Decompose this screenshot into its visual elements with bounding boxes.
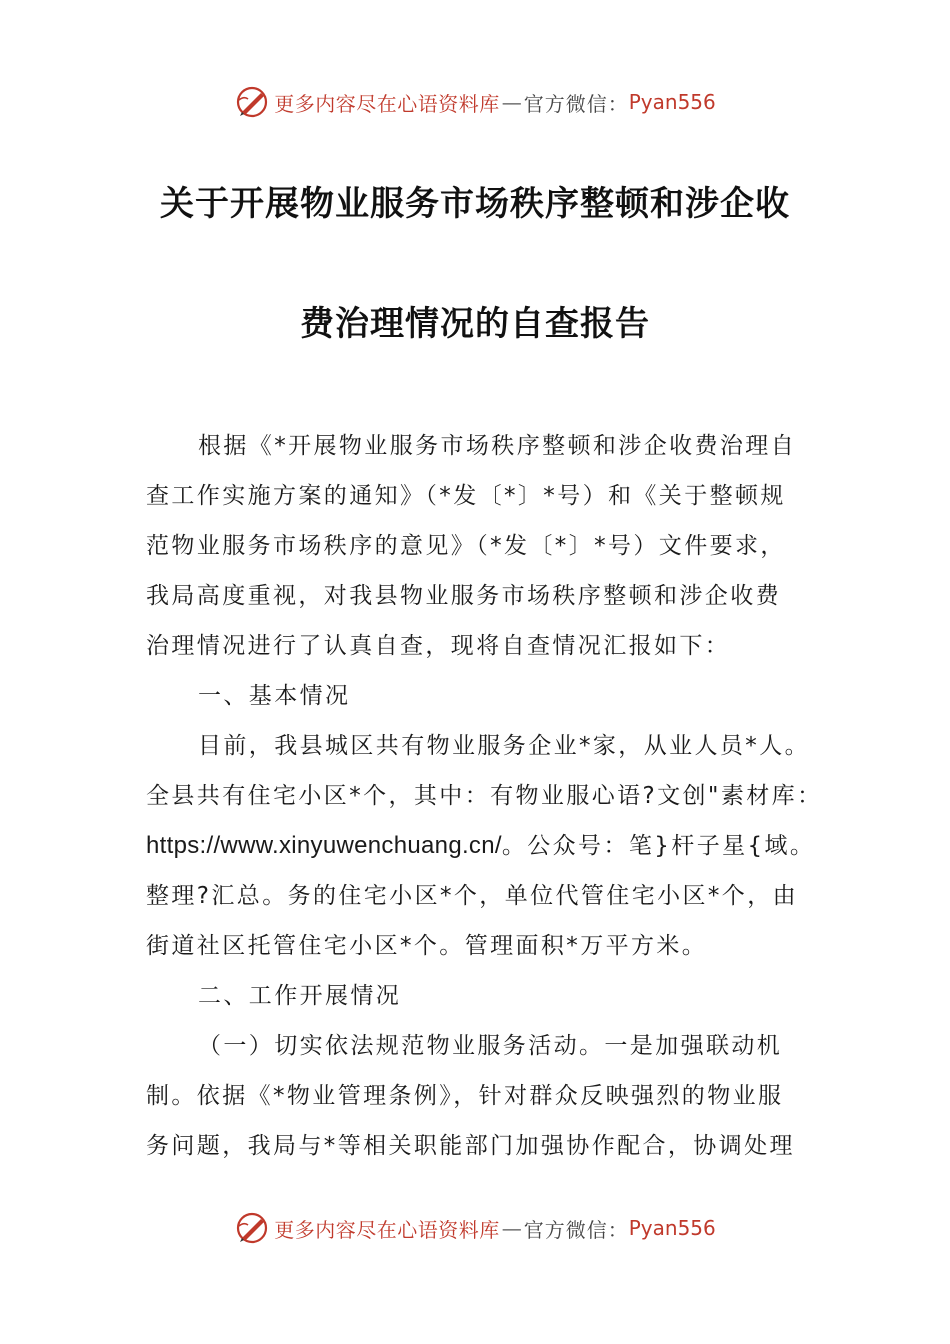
body-line: 制。依据《*物业管理条例》，针对群众反映强烈的物业服: [146, 1083, 784, 1109]
watermark-separator: —: [501, 90, 522, 114]
watermark-banner-top: [0, 82, 950, 122]
watermark-separator: —: [501, 1216, 522, 1240]
section-heading-work: 二、工作开展情况: [198, 983, 402, 1009]
body-line: 目前，我县城区共有物业服务企业*家，从业人员*人。: [198, 733, 810, 759]
body-line: 范物业服务市场秩序的意见》（*发〔*〕*号）文件要求，: [146, 533, 786, 559]
body-line: 根据《*开展物业服务市场秩序整顿和涉企收费治理自: [198, 433, 797, 459]
body-line: 全县共有住宅小区*个，其中：有物业服心语?文创"素材库：: [146, 783, 823, 809]
body-line: 我局高度重视，对我县物业服务市场秩序整顿和涉企收费: [146, 583, 781, 609]
watermark-main-text: 更多内容尽在心语资料库: [274, 91, 500, 116]
watermark-main-text: 更多内容尽在心语资料库: [274, 1217, 500, 1242]
body-line: 整理?汇总。务的住宅小区*个，单位代管住宅小区*个，由: [146, 883, 799, 909]
document-title-line-1: 关于开展物业服务市场秩序整顿和涉企收: [160, 184, 790, 224]
body-line-with-url: [146, 830, 815, 862]
section-heading-basic: 一、基本情况: [198, 683, 351, 709]
watermark-account: Pyan556: [628, 90, 716, 114]
body-line: 街道社区托管住宅小区*个。管理面积*万平方米。: [146, 933, 708, 959]
body-line-suffix: 。公众号：笔}杆子星{域。: [501, 833, 816, 859]
body-line: 治理情况进行了认真自查，现将自查情况汇报如下：: [146, 633, 731, 659]
body-line: 查工作实施方案的通知》（*发〔*〕*号）和《关于整顿规: [146, 483, 786, 509]
body-line: （一）切实依法规范物业服务活动。一是加强联动机: [198, 1033, 783, 1059]
body-line: 务问题，我局与*等相关职能部门加强协作配合，协调处理: [146, 1133, 795, 1159]
document-title-line-2: 费治理情况的自查报告: [300, 304, 650, 344]
quill-pen-circle-icon: [234, 84, 270, 120]
quill-pen-circle-icon: [234, 1210, 270, 1246]
url-link[interactable]: https://www.xinyuwenchuang.cn/: [146, 832, 502, 859]
watermark-account: Pyan556: [628, 1216, 716, 1240]
watermark-banner-bottom: [0, 1208, 950, 1248]
watermark-suffix: 官方微信：: [523, 91, 629, 116]
watermark-suffix: 官方微信：: [523, 1217, 629, 1242]
